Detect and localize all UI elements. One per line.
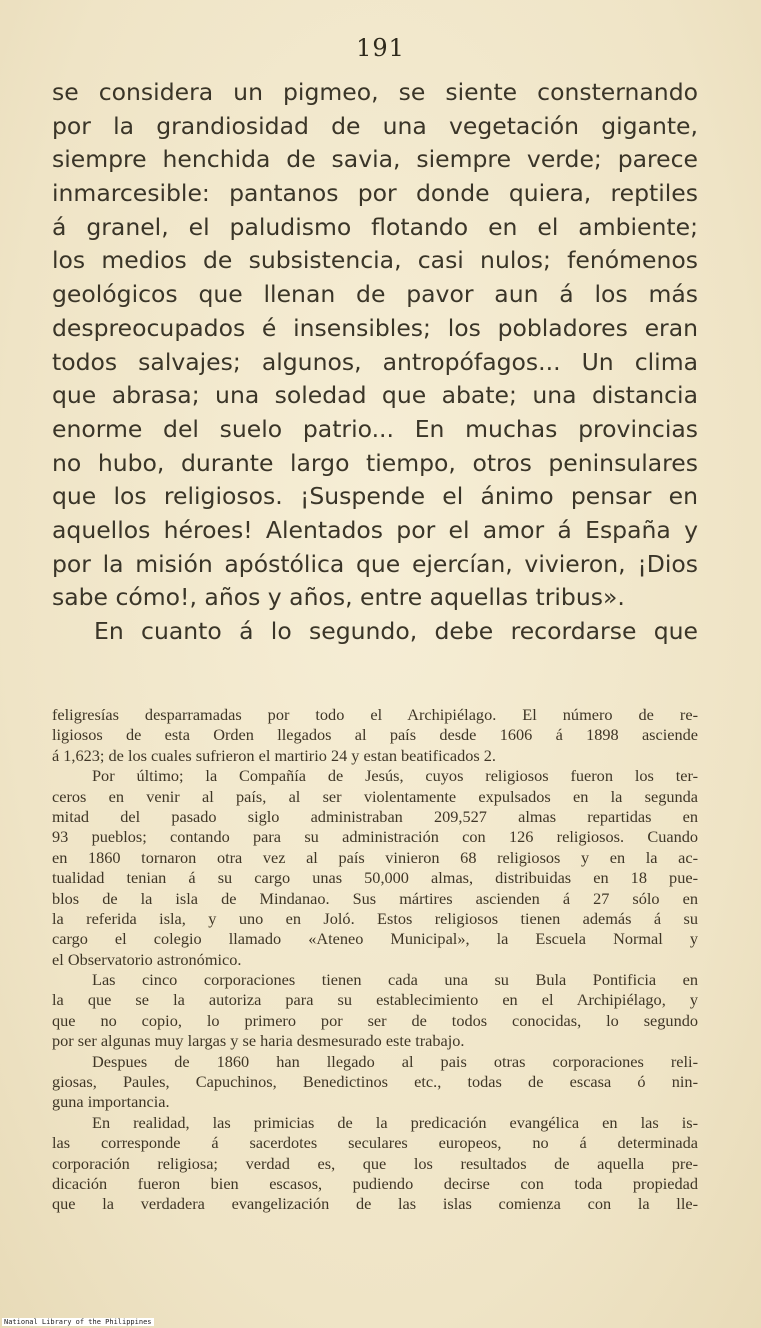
note-line: que no copio, lo primero por ser de todos conocidas, lo segundo: [52, 1010, 698, 1030]
body-line: siempre henchida de savia, siempre verde; parece: [52, 145, 698, 174]
main-body-text: [52, 76, 698, 649]
body-line: que los religiosos. ¡Suspende el ánimo pensar en: [52, 482, 698, 511]
note-line: la referida isla, y uno en Joló. Estos religiosos tienen además á su: [52, 908, 698, 928]
note-line: feligresías desparramadas por todo el Archipiélago. El número de re-: [52, 705, 698, 724]
note-line: las corresponde á sacerdotes seculares europeos, no á determinada: [52, 1133, 698, 1153]
note-line: giosas, Paules, Capuchinos, Benedictinos etc., todas de escasa ó nin-: [52, 1072, 698, 1092]
note-line: mitad del pasado siglo administraban 209,527 almas repartidas en: [52, 806, 698, 826]
footnote-text: [52, 705, 698, 1215]
note-line: 93 pueblos; contando para su administración con 126 religiosos. Cuando: [52, 827, 698, 847]
body-line: geológicos que llenan de pavor aun á los más: [52, 280, 698, 309]
body-line: por la misión apóstólica que ejercían, vivieron, ¡Dios: [52, 549, 698, 578]
note-line: ceros en venir al país, al ser violentamente expulsados en la segunda: [52, 786, 698, 806]
body-line: inmarcesible: pantanos por donde quiera, reptiles: [52, 179, 698, 208]
note-line: dicación fueron bien escasos, pudiendo decirse con toda propiedad: [52, 1173, 698, 1193]
note-line: la que se la autoriza para su establecimiento en el Archipiélago, y: [52, 990, 698, 1010]
note-line: el Observatorio astronómico.: [52, 949, 242, 969]
note-line: corporación religiosa; verdad es, que los resultados de aquella pre-: [52, 1153, 698, 1173]
body-line: En cuanto á lo segundo, debe recordarse que: [94, 617, 698, 645]
body-line: se considera un pigmeo, se siente consternando: [52, 78, 698, 106]
note-line: En realidad, las primicias de la predicación evangélica en las is-: [92, 1112, 698, 1132]
note-line: tualidad tenian á su cargo unas 50,000 almas, distribuidas en 18 pue-: [52, 868, 698, 888]
body-line: no hubo, durante largo tiempo, otros peninsulares: [52, 448, 698, 477]
library-credit: National Library of the Philippines: [4, 1318, 152, 1326]
body-line: aquellos héroes! Alentados por el amor á España y: [52, 515, 698, 544]
body-line: á granel, el paludismo flotando en el ambiente;: [52, 212, 698, 241]
body-line: los medios de subsistencia, casi nulos; fenómenos: [52, 246, 698, 275]
body-line: despreocupados é insensibles; los pobladores eran: [52, 313, 698, 342]
note-line: blos de la isla de Mindanao. Sus mártires ascienden á 27 sólo en: [52, 888, 698, 908]
note-line: que la verdadera evangelización de las islas comienza con la lle-: [52, 1194, 698, 1214]
note-line: Por último; la Compañía de Jesús, cuyos religiosos fueron los ter-: [92, 766, 698, 786]
note-line: Despues de 1860 han llegado al pais otras corporaciones reli-: [92, 1051, 698, 1071]
note-line: Las cinco corporaciones tienen cada una su Bula Pontificia en: [92, 970, 698, 990]
note-line: por ser algunas muy largas y se haria desmesurado este trabajo.: [52, 1031, 465, 1051]
body-line: enorme del suelo patrio... En muchas provincias: [52, 414, 698, 443]
note-line: á 1,623; de los cuales sufrieron el martirio 24 y estan beatificados 2.: [52, 745, 496, 765]
note-line: ligiosos de esta Orden llegados al país desde 1606 á 1898 asciende: [52, 725, 698, 745]
note-line: guna importancia.: [52, 1092, 170, 1112]
note-line: cargo el colegio llamado «Ateneo Municipal», la Escuela Normal y: [52, 929, 698, 949]
page-number: 191: [356, 34, 405, 62]
note-line: en 1860 tornaron otra vez al país vinieron 68 religiosos y en la ac-: [52, 847, 698, 867]
body-line: todos salvajes; algunos, antropófagos... Un clima: [52, 347, 698, 376]
body-line: sabe cómo!, años y años, entre aquellas tribus».: [52, 583, 625, 612]
body-line: que abrasa; una soledad que abate; una distancia: [52, 381, 698, 410]
body-line: por la grandiosidad de una vegetación gigante,: [52, 111, 698, 140]
